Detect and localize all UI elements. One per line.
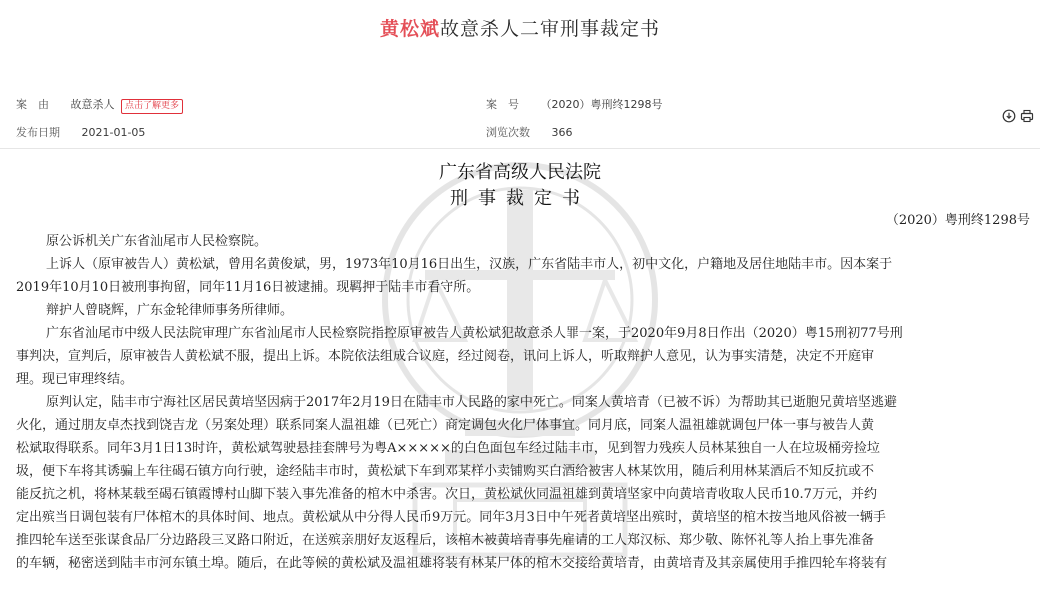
meta-date-key: 发布日期	[16, 126, 60, 139]
print-icon[interactable]	[1020, 108, 1034, 122]
document-type: 刑事裁定书	[450, 188, 590, 209]
learn-more-tag[interactable]: 点击了解更多	[121, 99, 183, 114]
court-name: 广东省高级人民法院	[439, 162, 601, 183]
paragraph: 能反抗之机，将林某载至碣石镇霞博村山脚下装入事先准备的棺木中杀害。次日，黄松斌伙同温祖雄到黄培坚家中向黄培青收取人民币10.7万元，并约	[16, 487, 877, 502]
meta-case-key: 案 号	[486, 98, 519, 111]
paragraph: 原公诉机关广东省汕尾市人民检察院。	[46, 234, 268, 249]
paragraph: 上诉人（原审被告人）黄松斌，曾用名黄俊斌，男，1973年10月16日出生，汉族，广东省陆丰市人，初中文化，户籍地及居住地陆丰市。因本案于	[46, 257, 893, 272]
meta-views-key: 浏览次数	[486, 126, 530, 139]
meta-views-value: 366	[551, 126, 573, 139]
paragraph: 定出殡当日调包装有尸体棺木的具体时间、地点。黄松斌从中分得人民币9万元。同年3月3日中午死者黄培坚出殡时，黄培坚的棺木按当地风俗被一辆手	[16, 510, 886, 525]
toolbar	[1002, 108, 1034, 122]
meta-views	[486, 124, 573, 140]
paragraph: 松斌取得联系。同年3月1日13时许，黄松斌驾驶悬挂套牌号为粤A×××××的白色面包车经过陆丰市，见到智力残疾人员林某独自一人在垃圾桶旁捡垃	[16, 441, 880, 456]
page-title	[0, 14, 1040, 41]
meta-cause-key: 案 由	[16, 98, 49, 111]
paragraph: 事判决，宣判后，原审被告人黄松斌不服，提出上诉。本院依法组成合议庭，经过阅卷，讯问上诉人，听取辩护人意见，认为事实清楚，决定不开庭审	[16, 349, 875, 364]
meta-date-value: 2021-01-05	[81, 126, 146, 139]
meta-cause	[16, 96, 183, 114]
meta-cause-value: 故意杀人	[70, 98, 115, 111]
download-icon[interactable]	[1002, 108, 1016, 122]
meta-date	[16, 124, 145, 140]
title-text: 故意杀人二审刑事裁定书	[440, 18, 661, 40]
paragraph: 理。现已审理终结。	[16, 372, 134, 387]
paragraph: 圾，便下车将其诱骗上车往碣石镇方向行驶，途经陆丰市时，黄松斌下车到邓某样小卖铺购买白酒给被害人林某饮用，随后利用林某酒后不知反抗或不	[16, 464, 875, 479]
meta-case	[486, 96, 663, 112]
title-name: 黄松斌	[379, 18, 440, 40]
header-divider	[0, 148, 1040, 149]
paragraph: 火化，通过朋友卓杰找到饶吉龙（另案处理）联系同案人温祖雄（已死亡）商定调包火化尸体事宜。同月底，同案人温祖雄就调包尸体一事与被告人黄	[16, 418, 875, 433]
meta-case-value: （2020）粤刑终1298号	[540, 98, 663, 111]
paragraph: 的车辆，秘密送到陆丰市河东镇土埠。随后，在此等候的黄松斌及温祖雄将装有林某尸体的棺木交接给黄培青，由黄培青及其亲属使用手推四轮车将装有	[16, 556, 888, 571]
document-case-number: （2020）粤刑终1298号	[885, 213, 1030, 228]
paragraph: 原判认定，陆丰市宁海社区居民黄培坚因病于2017年2月19日在陆丰市人民路的家中死亡。同案人黄培青（已被不诉）为帮助其已逝胞兄黄培坚逃避	[46, 395, 897, 410]
paragraph: 推四轮车送至张谋食品厂分边路段三叉路口附近，在送殡亲朋好友返程后，该棺木被黄培青事先雇请的工人郑汉标、郑少敬、陈怀礼等人抬上事先准备	[16, 533, 875, 548]
document-body	[16, 230, 1036, 575]
paragraph: 广东省汕尾市中级人民法院审理广东省汕尾市人民检察院指控原审被告人黄松斌犯故意杀人罪一案，于2020年9月8日作出（2020）粤15刑初77号刑	[46, 326, 903, 341]
paragraph: 辩护人曾晓辉，广东金轮律师事务所律师。	[46, 303, 294, 318]
paragraph: 2019年10月10日被刑事拘留，同年11月16日被逮捕。现羁押于陆丰市看守所。	[16, 280, 480, 295]
